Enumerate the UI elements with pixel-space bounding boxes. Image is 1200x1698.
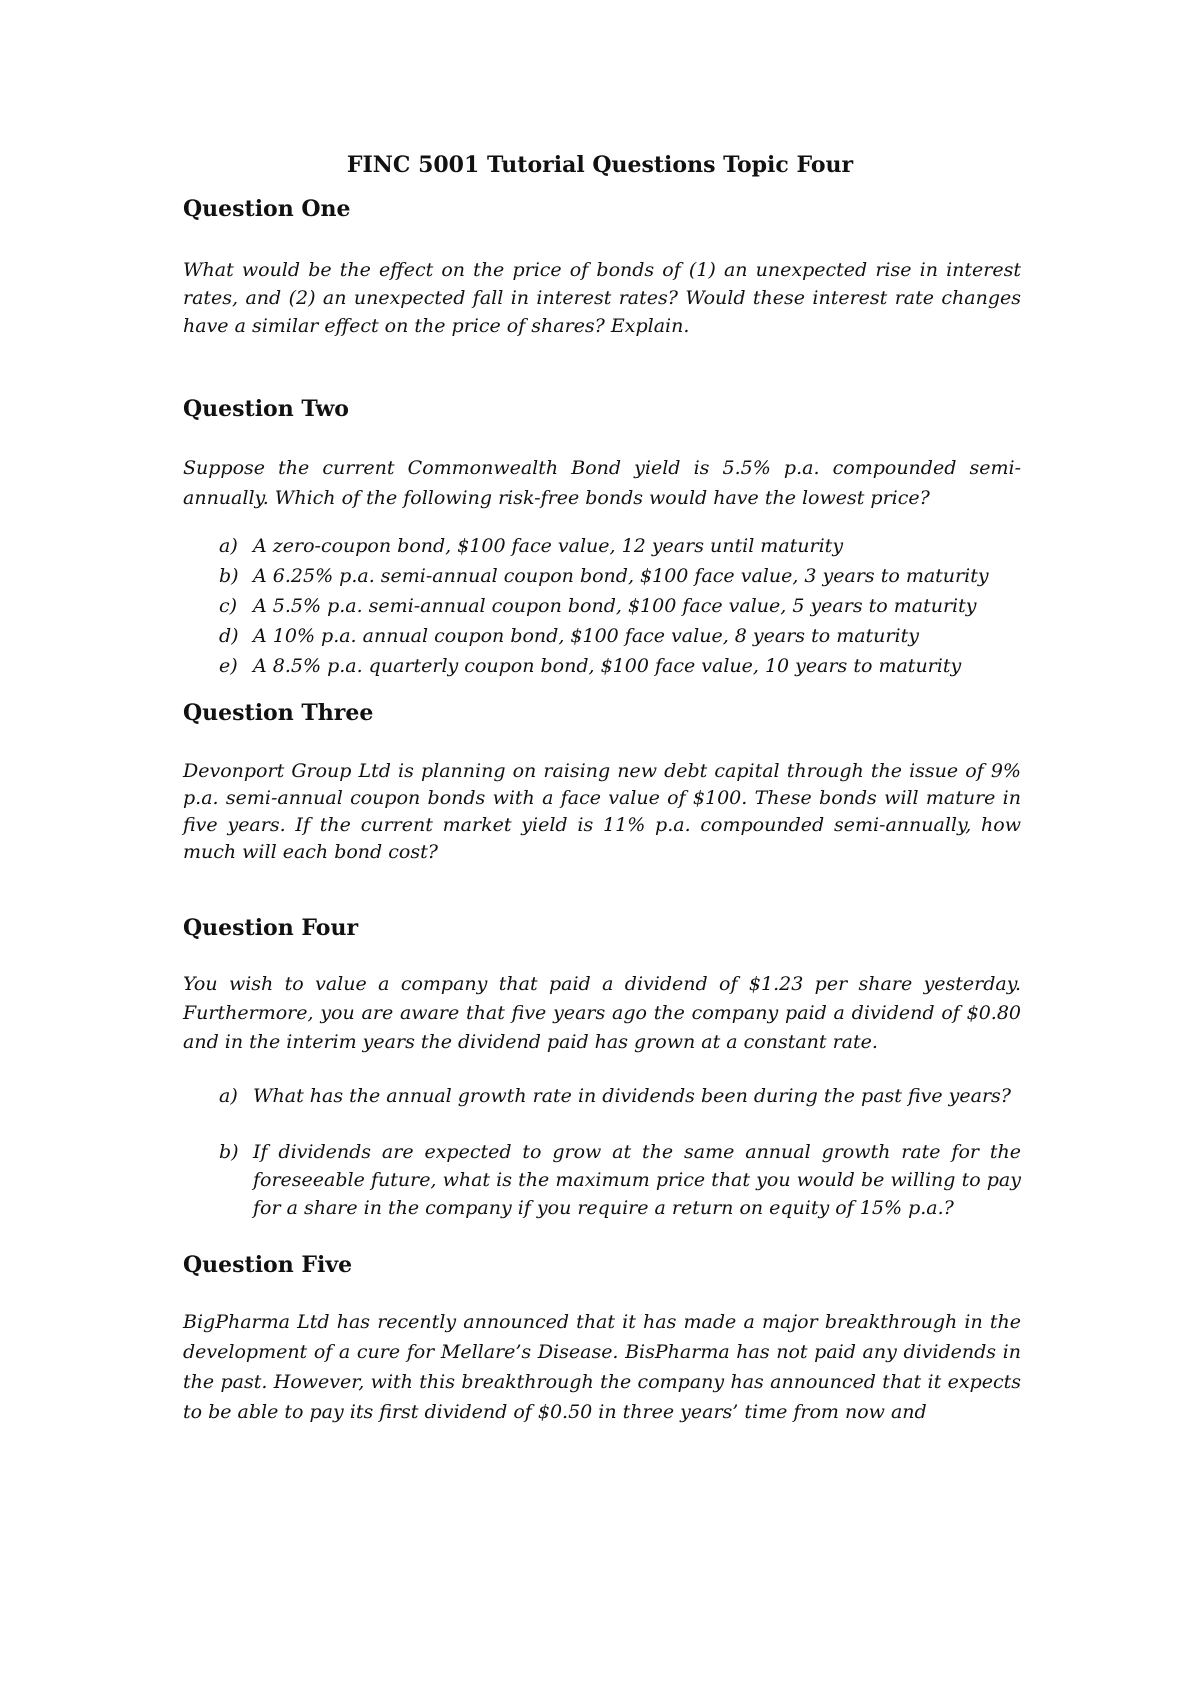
list-item-text: A 8.5% p.a. quarterly coupon bond, $100 face value, 10 years to maturity [253,655,962,677]
list-marker: b) [219,1141,239,1163]
question-two-options [183,531,1021,681]
list-item [183,531,1021,561]
list-item [183,591,1021,621]
list-item-text: If dividends are expected to grow at the same annual growth rate for the foreseeable future, what is the maximum price that you would be willing to pay for a share in the company if you require a return on equity of 15% p.a.? [253,1141,1021,1219]
list-marker: b) [219,565,239,587]
document-title: FINC 5001 Tutorial Questions Topic Four [346,152,854,178]
list-marker: a) [219,1085,238,1107]
list-marker: c) [219,595,238,617]
list-item [183,1082,1021,1110]
question-one-text: What would be the effect on the price of bonds of (1) an unexpected rise in interest rates, and (2) an unexpected fall in interest rates? Would these interest rate changes have a similar effect on the price of shares? Explain. [183,259,1021,337]
question-four-heading: Question Four [183,915,359,941]
list-item [183,561,1021,591]
question-three-heading: Question Three [183,700,374,726]
question-two-text: Suppose the current Commonwealth Bond yield is 5.5% p.a. compounded semi-annually. Which of the following risk-free bonds would have the lowest price? [183,457,1021,509]
question-three-text: Devonport Group Ltd is planning on raising new debt capital through the issue of 9% p.a. semi-annual coupon bonds with a face value of $100. These bonds will mature in five years. If the current market yield is 11% p.a. compounded semi-annually, how much will each bond cost? [183,760,1021,863]
list-marker: e) [219,655,238,677]
list-item [183,621,1021,651]
list-item-text: What has the annual growth rate in dividends been during the past five years? [253,1085,1011,1107]
list-item-text: A 6.25% p.a. semi-annual coupon bond, $100 face value, 3 years to maturity [253,565,989,587]
list-item [183,1138,1021,1222]
list-item-text: A 5.5% p.a. semi-annual coupon bond, $100 face value, 5 years to maturity [253,595,977,617]
question-four-text: You wish to value a company that paid a dividend of $1.23 per share yesterday. Furthermore, you are aware that five years ago the company paid a dividend of $0.80 and in the interim years the dividend paid has grown at a constant rate. [183,973,1021,1053]
question-two-heading: Question Two [183,396,349,422]
list-marker: d) [219,625,239,647]
list-item-text: A 10% p.a. annual coupon bond, $100 face value, 8 years to maturity [253,625,919,647]
question-five-text: BigPharma Ltd has recently announced that it has made a major breakthrough in the development of a cure for Mellare’s Disease. BisPharma has not paid any dividends in the past. However, with this breakthrough the company has announced that it expects to be able to pay its first dividend of $0.50 in three years’ time from now and [183,1311,1021,1423]
list-item-text: A zero-coupon bond, $100 face value, 12 years until maturity [253,535,844,557]
question-four-parts [183,1082,1021,1222]
question-five-heading: Question Five [183,1252,353,1278]
list-marker: a) [219,535,238,557]
question-one-heading: Question One [183,196,351,222]
list-item [183,651,1021,681]
